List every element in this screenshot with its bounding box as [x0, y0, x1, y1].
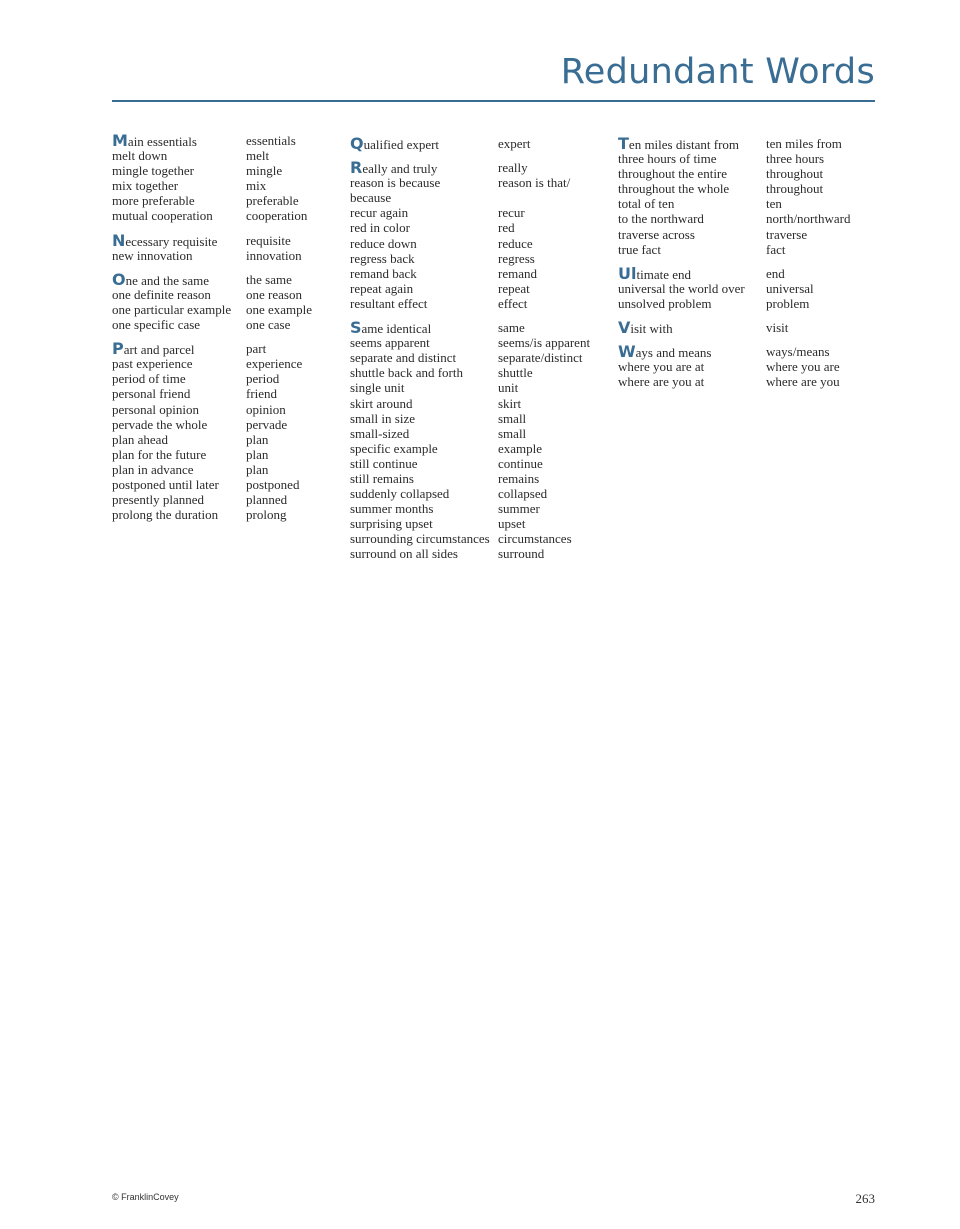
- redundant-phrase: [112, 208, 246, 223]
- replacement-word: really: [498, 160, 528, 176]
- word-entry: [112, 356, 312, 371]
- redundant-phrase: [350, 220, 498, 235]
- phrase-text: unsolved problem: [618, 295, 712, 311]
- redundant-phrase: [112, 178, 246, 193]
- replacement-word: visit: [766, 320, 789, 336]
- phrase-text: past experience: [112, 356, 193, 372]
- replacement-word: traverse: [766, 226, 808, 242]
- phrase-text: universal the world over: [618, 280, 745, 296]
- redundant-phrase: [618, 342, 766, 362]
- redundant-phrase: [618, 166, 766, 181]
- redundant-phrase: [350, 486, 498, 501]
- word-entry: [350, 380, 590, 395]
- word-entry: [112, 402, 312, 417]
- replacement-word: small: [498, 425, 527, 441]
- redundant-phrase: [112, 402, 246, 417]
- letter-group: [618, 136, 850, 257]
- word-entry: [112, 492, 312, 507]
- redundant-phrase: [112, 317, 246, 332]
- redundant-phrase: [350, 531, 498, 546]
- phrase-text: seems apparent: [350, 335, 430, 351]
- replacement-word: fact: [766, 241, 786, 257]
- phrase-text: ecessary requisite: [125, 233, 218, 249]
- word-entry: [112, 462, 312, 477]
- replacement-word: ways/means: [766, 344, 830, 360]
- section-initial: O: [112, 269, 126, 289]
- phrase-text: isit with: [630, 321, 673, 337]
- phrase-text: eally and truly: [362, 161, 438, 177]
- redundant-phrase: [618, 196, 766, 211]
- word-entry: [618, 181, 850, 196]
- word-entry: [618, 296, 850, 311]
- replacement-word: experience: [246, 356, 303, 372]
- redundant-phrase: [112, 507, 246, 522]
- replacement-word: one case: [246, 317, 291, 333]
- phrase-text: true fact: [618, 241, 661, 257]
- replacement-word: pervade: [246, 416, 288, 432]
- page-title: Redundant Words: [560, 52, 875, 92]
- phrase-text: melt down: [112, 148, 168, 164]
- replacement-word: where are you: [766, 374, 840, 390]
- replacement-word: part: [246, 341, 267, 357]
- phrase-text: ays and means: [635, 345, 712, 361]
- word-entry: [112, 417, 312, 432]
- phrase-text: timate end: [636, 266, 691, 282]
- phrase-text: prolong the duration: [112, 507, 219, 523]
- replacement-word: where you are: [766, 359, 840, 375]
- redundant-phrase: [112, 133, 246, 148]
- word-entry: [350, 190, 590, 205]
- replacement-word: preferable: [246, 193, 299, 209]
- word-entry: [112, 148, 312, 163]
- replacement-word: separate/distinct: [498, 350, 583, 366]
- redundant-phrase: [618, 242, 766, 257]
- redundant-phrase: [112, 269, 246, 289]
- redundant-phrase: [350, 190, 498, 205]
- word-column-1: [112, 133, 312, 531]
- redundant-phrase: [350, 318, 498, 338]
- replacement-word: mingle: [246, 163, 283, 179]
- letter-group: [618, 263, 850, 311]
- word-entry: [112, 477, 312, 492]
- section-initial: R: [350, 158, 363, 178]
- replacement-word: summer: [498, 501, 540, 517]
- letter-group: [112, 341, 312, 522]
- phrase-text: one definite reason: [112, 286, 211, 302]
- phrase-text: postponed until later: [112, 476, 219, 492]
- replacement-word: innovation: [246, 247, 302, 263]
- phrase-text: art and parcel: [123, 342, 195, 358]
- phrase-text: plan ahead: [112, 431, 168, 447]
- word-entry: [618, 318, 850, 338]
- word-entry: [350, 411, 590, 426]
- page-number: 263: [855, 1191, 875, 1206]
- redundant-phrase: [618, 136, 766, 151]
- replacement-word: unit: [498, 380, 519, 396]
- letter-group: [350, 136, 590, 151]
- word-entry: [618, 359, 850, 374]
- replacement-word: reduce: [498, 235, 533, 251]
- replacement-word: expert: [498, 136, 531, 151]
- replacement-word: shuttle: [498, 365, 533, 381]
- redundant-phrase: [112, 148, 246, 163]
- phrase-text: ualified expert: [363, 137, 440, 152]
- phrase-text: throughout the entire: [618, 166, 728, 182]
- redundant-phrase: [112, 417, 246, 432]
- section-initial: Ul: [618, 263, 637, 283]
- replacement-word: prolong: [246, 507, 287, 523]
- replacement-word: mix: [246, 178, 267, 194]
- phrase-text: more preferable: [112, 193, 195, 209]
- replacement-word: problem: [766, 295, 810, 311]
- replacement-word: upset: [498, 516, 526, 532]
- redundant-phrase: [350, 296, 498, 311]
- word-entry: [350, 516, 590, 531]
- word-entry: [112, 386, 312, 401]
- replacement-word: surround: [498, 546, 545, 562]
- replacement-word: ten miles from: [766, 136, 842, 151]
- phrase-text: three hours of time: [618, 151, 717, 167]
- word-entry: [112, 133, 312, 148]
- phrase-text: still remains: [350, 470, 414, 486]
- redundant-phrase: [618, 359, 766, 374]
- word-column-2: [350, 136, 590, 571]
- replacement-word: plan: [246, 431, 269, 447]
- replacement-word: north/northward: [766, 211, 851, 227]
- redundant-phrase: [618, 263, 766, 283]
- replacement-word: repeat: [498, 280, 530, 296]
- word-entry: [350, 266, 590, 281]
- phrase-text: plan for the future: [112, 446, 207, 462]
- phrase-text: still continue: [350, 455, 418, 471]
- word-entry: [112, 248, 312, 263]
- replacement-word: throughout: [766, 181, 824, 197]
- replacement-word: requisite: [246, 232, 291, 248]
- word-entry: [350, 335, 590, 350]
- phrase-text: small in size: [350, 410, 415, 426]
- redundant-phrase: [350, 501, 498, 516]
- phrase-text: one particular example: [112, 301, 232, 317]
- word-entry: [618, 374, 850, 389]
- word-entry: [350, 220, 590, 235]
- word-entry: [350, 546, 590, 561]
- word-entry: [112, 447, 312, 462]
- redundant-phrase: [112, 477, 246, 492]
- title-divider: [112, 100, 875, 102]
- replacement-word: three hours: [766, 151, 825, 167]
- redundant-phrase: [350, 471, 498, 486]
- phrase-text: traverse across: [618, 226, 695, 242]
- word-column-3: [618, 136, 850, 398]
- phrase-text: personal opinion: [112, 401, 200, 417]
- word-entry: [350, 501, 590, 516]
- replacement-word: small: [498, 410, 527, 426]
- replacement-word: postponed: [246, 476, 300, 492]
- replacement-word: reason is that/: [498, 175, 571, 191]
- word-entry: [112, 287, 312, 302]
- redundant-phrase: [112, 287, 246, 302]
- replacement-word: plan: [246, 461, 269, 477]
- word-entry: [350, 281, 590, 296]
- word-entry: [618, 263, 850, 283]
- redundant-phrase: [112, 230, 246, 250]
- word-entry: [112, 339, 312, 359]
- section-initial: N: [112, 230, 126, 250]
- phrase-text: surround on all sides: [350, 546, 458, 562]
- replacement-word: cooperation: [246, 208, 308, 224]
- section-initial: M: [112, 131, 128, 150]
- letter-group: [350, 160, 590, 311]
- phrase-text: surprising upset: [350, 516, 433, 532]
- phrase-text: separate and distinct: [350, 350, 457, 366]
- word-entry: [350, 350, 590, 365]
- word-entry: [350, 318, 590, 338]
- phrase-text: surrounding circumstances: [350, 531, 490, 547]
- redundant-phrase: [350, 441, 498, 456]
- phrase-text: period of time: [112, 371, 186, 387]
- word-entry: [350, 426, 590, 441]
- replacement-word: one example: [246, 301, 313, 317]
- section-initial: P: [112, 339, 124, 359]
- replacement-word: plan: [246, 446, 269, 462]
- redundant-phrase: [112, 462, 246, 477]
- letter-group: [618, 318, 850, 338]
- redundant-phrase: [618, 281, 766, 296]
- redundant-phrase: [112, 371, 246, 386]
- phrase-text: ne and the same: [125, 272, 209, 288]
- word-entry: [112, 208, 312, 223]
- word-entry: [618, 227, 850, 242]
- phrase-text: new innovation: [112, 247, 193, 263]
- redundant-phrase: [112, 248, 246, 263]
- replacement-word: skirt: [498, 395, 522, 411]
- redundant-phrase: [350, 136, 498, 151]
- redundant-phrase: [618, 151, 766, 166]
- replacement-word: remains: [498, 470, 540, 486]
- letter-group: [618, 344, 850, 389]
- redundant-phrase: [618, 374, 766, 389]
- redundant-phrase: [112, 432, 246, 447]
- word-entry: [618, 211, 850, 226]
- redundant-phrase: [350, 350, 498, 365]
- redundant-phrase: [350, 205, 498, 220]
- redundant-phrase: [112, 492, 246, 507]
- redundant-phrase: [350, 158, 498, 178]
- word-entry: [350, 396, 590, 411]
- redundant-phrase: [618, 211, 766, 226]
- redundant-phrase: [112, 356, 246, 371]
- phrase-text: pervade the whole: [112, 416, 208, 432]
- redundant-phrase: [618, 181, 766, 196]
- redundant-phrase: [350, 456, 498, 471]
- redundant-phrase: [112, 163, 246, 178]
- word-entry: [350, 486, 590, 501]
- section-initial: W: [618, 342, 636, 362]
- phrase-text: en miles distant from: [628, 137, 740, 152]
- phrase-text: reason is because: [350, 175, 441, 191]
- redundant-phrase: [350, 281, 498, 296]
- word-entry: [112, 178, 312, 193]
- replacement-word: throughout: [766, 166, 824, 182]
- word-entry: [112, 432, 312, 447]
- redundant-phrase: [350, 335, 498, 350]
- redundant-phrase: [350, 175, 498, 190]
- replacement-word: circumstances: [498, 531, 572, 547]
- word-entry: [112, 507, 312, 522]
- replacement-word: friend: [246, 386, 278, 402]
- redundant-phrase: [350, 396, 498, 411]
- phrase-text: mix together: [112, 178, 179, 194]
- word-entry: [350, 175, 590, 190]
- phrase-text: presently planned: [112, 492, 205, 508]
- section-initial: V: [618, 318, 631, 338]
- phrase-text: mingle together: [112, 163, 194, 179]
- replacement-word: collapsed: [498, 486, 548, 502]
- replacement-word: end: [766, 265, 785, 281]
- phrase-text: total of ten: [618, 196, 675, 212]
- redundant-phrase: [112, 339, 246, 359]
- replacement-word: effect: [498, 295, 528, 311]
- redundant-phrase: [350, 236, 498, 251]
- word-entry: [112, 269, 312, 289]
- word-entry: [112, 193, 312, 208]
- redundant-phrase: [112, 302, 246, 317]
- phrase-text: where you are at: [618, 359, 705, 375]
- replacement-word: universal: [766, 280, 814, 296]
- redundant-phrase: [112, 386, 246, 401]
- letter-group: [112, 269, 313, 333]
- phrase-text: resultant effect: [350, 295, 428, 311]
- word-entry: [350, 136, 590, 151]
- copyright-footer: © FranklinCovey: [112, 1192, 179, 1202]
- word-entry: [618, 196, 850, 211]
- redundant-phrase: [350, 380, 498, 395]
- redundant-phrase: [350, 426, 498, 441]
- phrase-text: regress back: [350, 250, 415, 266]
- phrase-text: ain essentials: [127, 134, 197, 149]
- word-entry: [350, 251, 590, 266]
- replacement-word: continue: [498, 455, 543, 471]
- phrase-text: skirt around: [350, 395, 413, 411]
- phrase-text: single unit: [350, 380, 405, 396]
- phrase-text: recur again: [350, 205, 409, 221]
- redundant-phrase: [618, 296, 766, 311]
- word-entry: [350, 531, 590, 546]
- phrase-text: plan in advance: [112, 461, 194, 477]
- phrase-text: reduce down: [350, 235, 417, 251]
- redundant-phrase: [618, 318, 766, 338]
- word-entry: [350, 236, 590, 251]
- replacement-word: the same: [246, 271, 292, 287]
- redundant-phrase: [350, 546, 498, 561]
- redundant-phrase: [350, 365, 498, 380]
- redundant-phrase: [350, 411, 498, 426]
- word-entry: [350, 456, 590, 471]
- replacement-word: seems/is apparent: [498, 335, 591, 351]
- replacement-word: period: [246, 371, 280, 387]
- redundant-phrase: [350, 516, 498, 531]
- word-entry: [618, 166, 850, 181]
- phrase-text: summer months: [350, 501, 434, 517]
- word-entry: [112, 371, 312, 386]
- replacement-word: red: [498, 220, 515, 236]
- replacement-word: essentials: [246, 133, 296, 148]
- letter-group: [112, 133, 312, 224]
- letter-group: [112, 230, 312, 263]
- word-entry: [350, 471, 590, 486]
- replacement-word: opinion: [246, 401, 286, 417]
- phrase-text: one specific case: [112, 317, 201, 333]
- phrase-text: remand back: [350, 265, 417, 281]
- phrase-text: small-sized: [350, 425, 410, 441]
- word-entry: [618, 342, 850, 362]
- word-entry: [350, 441, 590, 456]
- replacement-word: recur: [498, 205, 525, 221]
- word-entry: [350, 365, 590, 380]
- word-entry: [618, 136, 850, 151]
- phrase-text: red in color: [350, 220, 410, 236]
- redundant-phrase: [112, 193, 246, 208]
- word-entry: [618, 281, 850, 296]
- phrase-text: mutual cooperation: [112, 208, 213, 224]
- redundant-phrase: [350, 251, 498, 266]
- redundant-phrase: [618, 227, 766, 242]
- replacement-word: planned: [246, 492, 288, 508]
- phrase-text: repeat again: [350, 280, 414, 296]
- word-entry: [618, 151, 850, 166]
- replacement-word: example: [498, 440, 543, 456]
- word-entry: [350, 296, 590, 311]
- phrase-text: personal friend: [112, 386, 191, 402]
- phrase-text: ame identical: [361, 321, 432, 337]
- phrase-text: suddenly collapsed: [350, 486, 450, 502]
- phrase-text: to the northward: [618, 211, 704, 227]
- phrase-text: throughout the whole: [618, 181, 730, 197]
- replacement-word: melt: [246, 148, 270, 164]
- section-initial: T: [618, 134, 629, 153]
- replacement-word: ten: [766, 196, 782, 212]
- word-entry: [350, 158, 590, 178]
- phrase-text: shuttle back and forth: [350, 365, 463, 381]
- phrase-text: because: [350, 190, 392, 206]
- word-entry: [112, 163, 312, 178]
- redundant-phrase: [112, 447, 246, 462]
- phrase-text: where are you at: [618, 374, 705, 390]
- word-entry: [350, 205, 590, 220]
- replacement-word: same: [498, 320, 525, 336]
- section-initial: S: [350, 318, 362, 338]
- word-entry: [112, 302, 312, 317]
- replacement-word: regress: [498, 250, 535, 266]
- phrase-text: specific example: [350, 440, 438, 456]
- word-entry: [112, 230, 312, 250]
- replacement-word: remand: [498, 265, 537, 281]
- redundant-phrase: [350, 266, 498, 281]
- section-initial: Q: [350, 134, 364, 153]
- letter-group: [350, 320, 590, 562]
- replacement-word: one reason: [246, 286, 302, 302]
- word-entry: [618, 242, 850, 257]
- word-entry: [112, 317, 312, 332]
